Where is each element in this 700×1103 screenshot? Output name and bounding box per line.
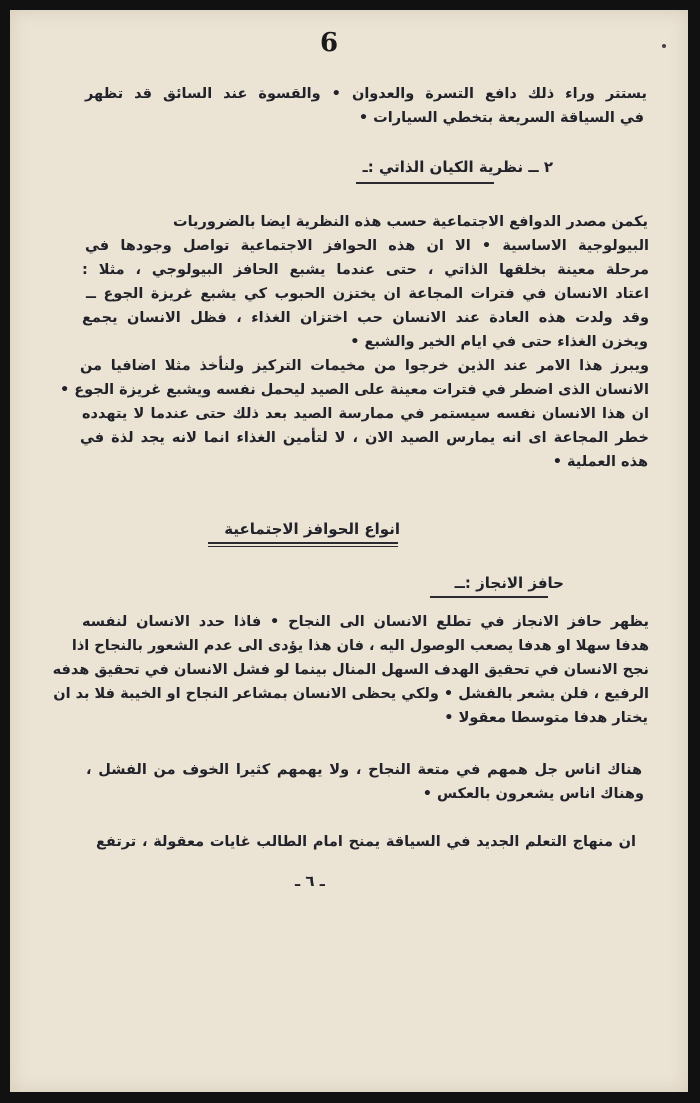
paragraph-line: هناك اناس جل همهم في متعة النجاح ، ولا يهمهم كثيرا الخوف من الفشل ، [86, 762, 642, 778]
paragraph-line: البيولوجية الاساسية • الا ان هذه الحوافز الاجتماعية تواصل وجودها في [85, 238, 649, 254]
intro-line: يستتر وراء ذلك دافع التسرة والعدوان • والقسوة عند السائق قد تظهر [85, 86, 647, 102]
heading-underline [356, 182, 494, 184]
paragraph-line: ان منهاج التعلم الجديد في السياقة يمنح امام الطالب غايات معقولة ، ترتفع [96, 834, 636, 850]
document-page [10, 10, 688, 1092]
paragraph-line: ويخزن الغذاء حتى في ايام الخير والشبع • [350, 334, 648, 350]
paragraph-line: الانسان الذى اضطر في فترات معينة على الصيد ليحمل نفسه ويشبع غريزة الجوع • [59, 382, 649, 398]
section-heading-motive-types: انواع الحوافز الاجتماعية [224, 520, 400, 538]
paragraph-line: يكمن مصدر الدوافع الاجتماعية حسب هذه النظرية ايضا بالضروريات [173, 214, 648, 230]
paragraph-line: الرفيع ، فلن يشعر بالفشل • ولكي يحظى الانسان بمشاعر النجاح او الخيبة فلا بد ان [53, 686, 649, 702]
paragraph-line: ويبرز هذا الامر عند الذين خرجوا من مخيمات التركيز ولنأخذ مثلا اضافيا من [80, 358, 649, 374]
paragraph-line: هدفا سهلا او هدفا يصعب الوصول اليه ، فان هذا يؤدى الى عدم الشعور بالنجاح اذا [71, 638, 649, 654]
paper-speck [662, 44, 666, 48]
footer-page-number: ـ ٦ ـ [295, 872, 325, 890]
paragraph-line: وهناك اناس يشعرون بالعكس • [422, 786, 644, 802]
achievement-motive-heading: حافز الانجاز :ــ [454, 574, 564, 592]
paragraph-line: نجح الانسان في تحقيق الهدف السهل المنال بينما لو فشل الانسان في تحقيق هدفه [52, 662, 649, 678]
handwritten-page-number: 6 [320, 28, 339, 58]
paragraph-line: وقد ولدت هذه العادة عند الانسان حب اختزان الغذاء ، فظل الانسان يجمع [82, 310, 649, 326]
heading-underline [208, 542, 398, 547]
paragraph-line: يختار هدفا متوسطا معقولا • [444, 710, 648, 726]
paragraph-line: خطر المجاعة اى انه يمارس الصيد الان ، لا لتأمين الغذاء انما لانه يجد لذة في [80, 430, 649, 446]
paragraph-line: اعتاد الانسان في فترات المجاعة ان يختزن الحبوب كي يشبع غريزة الجوع ــ [86, 286, 649, 302]
heading-underline [430, 596, 548, 598]
section-heading-self-theory: ٢ ــ نظرية الكيان الذاتي :ـ [362, 158, 553, 176]
paragraph-line: هذه العملية • [552, 454, 648, 470]
intro-line: في السياقة السريعة بتخطي السيارات • [358, 110, 644, 126]
paragraph-line: يظهر حافز الانجاز في تطلع الانسان الى النجاح • فاذا حدد الانسان لنفسه [82, 614, 649, 630]
paragraph-line: ان هذا الانسان نفسه سيستمر في ممارسة الصيد بعد ذلك حتى عندما لا يتهدده [82, 406, 649, 422]
paragraph-line: مرحلة معينة بخلقها الذاتي ، حتى عندما يشبع الحافز البيولوجي ، مثلا : [82, 262, 649, 278]
